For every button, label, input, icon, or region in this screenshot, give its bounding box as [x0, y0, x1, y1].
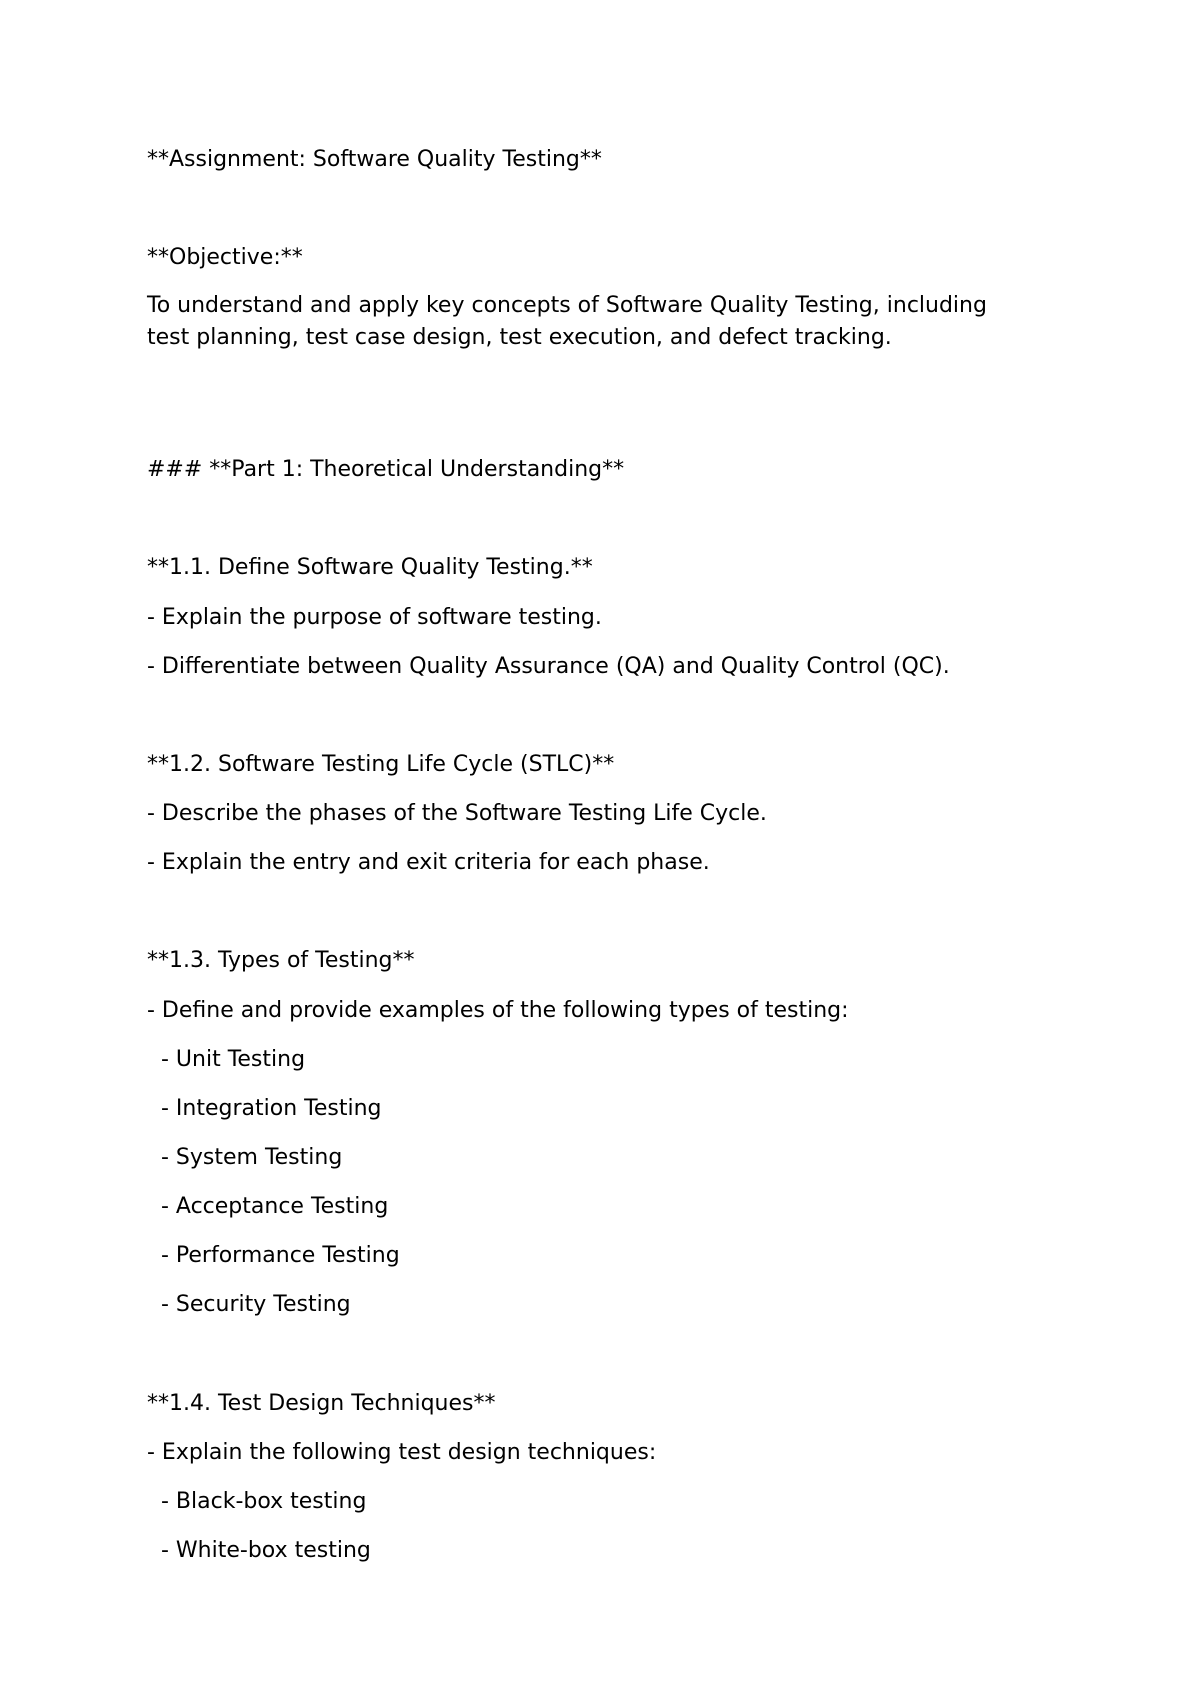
sub-list-item: - Unit Testing: [147, 1047, 306, 1072]
sub-list-item: - White-box testing: [147, 1538, 371, 1563]
sub-list-item: - Performance Testing: [147, 1243, 400, 1268]
sub-list-item: - System Testing: [147, 1145, 343, 1170]
section-1-1-heading: **1.1. Define Software Quality Testing.**: [147, 555, 593, 580]
section-1-2-heading: **1.2. Software Testing Life Cycle (STLC)**: [147, 752, 615, 777]
objective-text: To understand and apply key concepts of Software Quality Testing, including test planning, test case design, test execution, and defect tracking.: [147, 293, 987, 350]
objective-heading: **Objective:**: [147, 245, 303, 270]
list-item: - Differentiate between Quality Assurance (QA) and Quality Control (QC).: [147, 654, 950, 679]
list-item: - Explain the purpose of software testing.: [147, 605, 602, 630]
sub-list-item: - Integration Testing: [147, 1096, 382, 1121]
part1-heading: ### **Part 1: Theoretical Understanding**: [147, 457, 625, 482]
sub-list-item: - Acceptance Testing: [147, 1194, 389, 1219]
list-item: - Define and provide examples of the following types of testing:: [147, 998, 849, 1023]
list-item: - Describe the phases of the Software Testing Life Cycle.: [147, 801, 767, 826]
list-item: - Explain the following test design techniques:: [147, 1440, 657, 1465]
list-item: - Explain the entry and exit criteria for each phase.: [147, 850, 710, 875]
document-title: **Assignment: Software Quality Testing**: [147, 147, 602, 172]
section-1-3-heading: **1.3. Types of Testing**: [147, 948, 415, 973]
sub-list-item: - Black-box testing: [147, 1489, 367, 1514]
section-1-4-heading: **1.4. Test Design Techniques**: [147, 1391, 496, 1416]
sub-list-item: - Security Testing: [147, 1292, 351, 1317]
